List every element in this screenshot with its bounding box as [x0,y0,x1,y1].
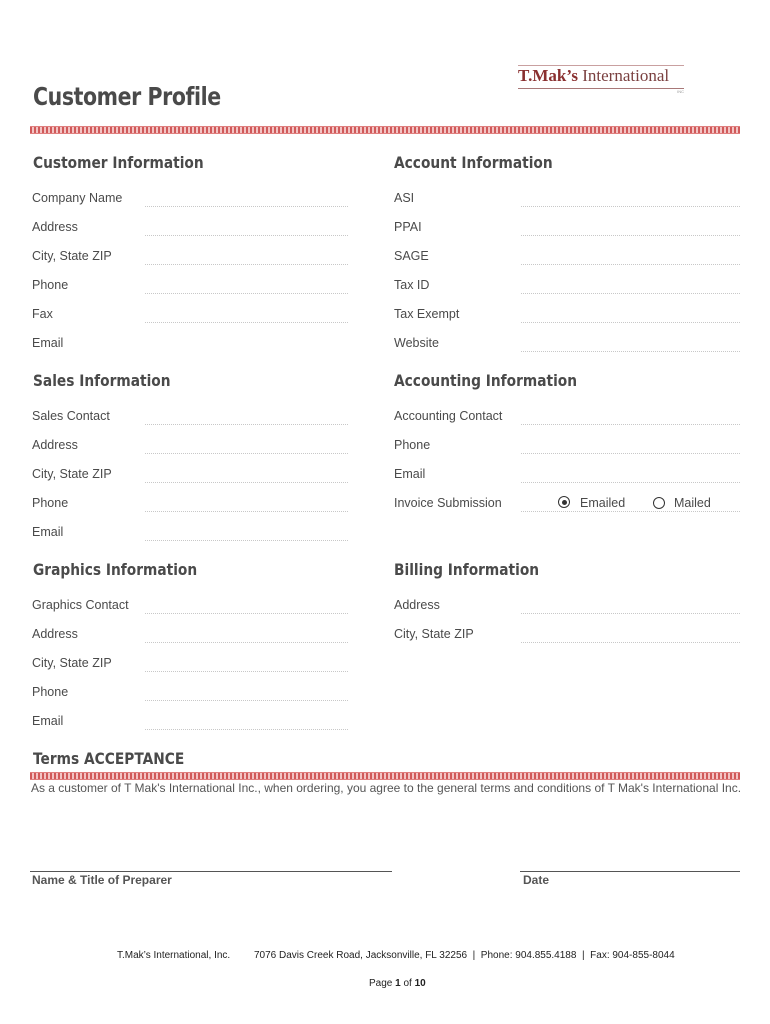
page-total: 10 [414,978,426,989]
page-number [369,978,426,989]
field-label: Phone [32,685,69,699]
page-of: of [403,978,412,989]
sales-info-heading: Sales Information [33,371,171,390]
account-info-heading: Account Information [394,153,553,172]
field-label: PPAI [394,220,422,234]
field-label: SAGE [394,249,429,263]
field-label: Company Name [32,191,123,205]
field-label: Tax ID [394,278,430,292]
radio-mailed[interactable] [653,497,665,509]
logo-rule [518,88,684,89]
customer-phone-field[interactable] [145,292,348,294]
field-label: Graphics Contact [32,598,129,612]
preparer-label: Name & Title of Preparer [32,873,172,887]
date-label: Date [523,873,550,887]
field-label: Address [32,627,78,641]
page-current: 1 [395,978,401,989]
graphics-city-state-zip-field[interactable] [145,670,348,672]
logo-rest: International [582,66,670,85]
field-label: ASI [394,191,415,205]
graphics-phone-field[interactable] [145,699,348,701]
tax-exempt-field[interactable] [521,321,740,323]
field-label: City, State ZIP [32,249,112,263]
field-label: Accounting Contact [394,409,503,423]
tax-id-field[interactable] [521,292,740,294]
header-divider [30,126,740,134]
customer-city-state-zip-field[interactable] [145,263,348,265]
radio-mailed-label: Mailed [674,496,711,510]
graphics-email-field[interactable] [145,728,348,730]
terms-divider [30,772,740,780]
field-label: Email [32,336,64,350]
field-label: Address [32,220,78,234]
field-label: Phone [32,496,69,510]
terms-heading: Terms ACCEPTANCE [33,749,185,768]
field-label: Tax Exempt [394,307,460,321]
customer-address-field[interactable] [145,234,348,236]
field-label: Email [394,467,426,481]
page-title: Customer Profile [33,82,221,111]
accounting-email-field[interactable] [521,481,740,483]
asi-field[interactable] [521,205,740,207]
customer-info-heading: Customer Information [33,153,204,172]
billing-city-state-zip-field[interactable] [521,641,740,643]
field-label: Fax [32,307,53,321]
customer-fax-field[interactable] [145,321,348,323]
field-label: Phone [394,438,431,452]
field-label: Phone [32,278,69,292]
accounting-phone-field[interactable] [521,452,740,454]
footer-company: T.Mak’s International, Inc. [117,950,231,961]
date-signature-line[interactable] [520,871,740,872]
field-label: Address [394,598,440,612]
company-name-field[interactable] [145,205,348,207]
logo-brand: T.Mak’s [518,66,578,85]
field-label: Sales Contact [32,409,110,423]
logo-inc: INC [677,89,684,94]
graphics-contact-field[interactable] [145,612,348,614]
sage-field[interactable] [521,263,740,265]
radio-emailed-label: Emailed [580,496,626,510]
field-label: Invoice Submission [394,496,502,510]
billing-address-field[interactable] [521,612,740,614]
sales-address-field[interactable] [145,452,348,454]
field-label: City, State ZIP [32,656,112,670]
graphics-info-heading: Graphics Information [33,560,198,579]
radio-emailed[interactable] [558,496,570,508]
footer-address: 7076 Davis Creek Road, Jacksonville, FL 32256 | Phone: 904.855.4188 | Fax: 904-855-8044 [254,950,675,961]
graphics-address-field[interactable] [145,641,348,643]
field-label: Email [32,525,64,539]
sales-contact-field[interactable] [145,423,348,425]
preparer-signature-line[interactable] [30,871,392,872]
field-label: Website [394,336,439,350]
billing-info-heading: Billing Information [394,560,540,579]
field-label: Address [32,438,78,452]
page-prefix: Page [369,978,393,989]
field-label: City, State ZIP [394,627,474,641]
accounting-info-heading: Accounting Information [394,371,578,390]
ppai-field[interactable] [521,234,740,236]
company-logo [518,66,686,96]
sales-city-state-zip-field[interactable] [145,481,348,483]
radio-selected-dot [562,500,567,505]
sales-phone-field[interactable] [145,510,348,512]
field-label: City, State ZIP [32,467,112,481]
invoice-submission-line [521,510,740,512]
accounting-contact-field[interactable] [521,423,740,425]
terms-text: As a customer of T Mak's International Inc., when ordering, you agree to the general terms and conditions of T Mak's International Inc. [30,781,742,795]
website-field[interactable] [521,350,740,352]
field-label: Email [32,714,64,728]
sales-email-field[interactable] [145,539,348,541]
